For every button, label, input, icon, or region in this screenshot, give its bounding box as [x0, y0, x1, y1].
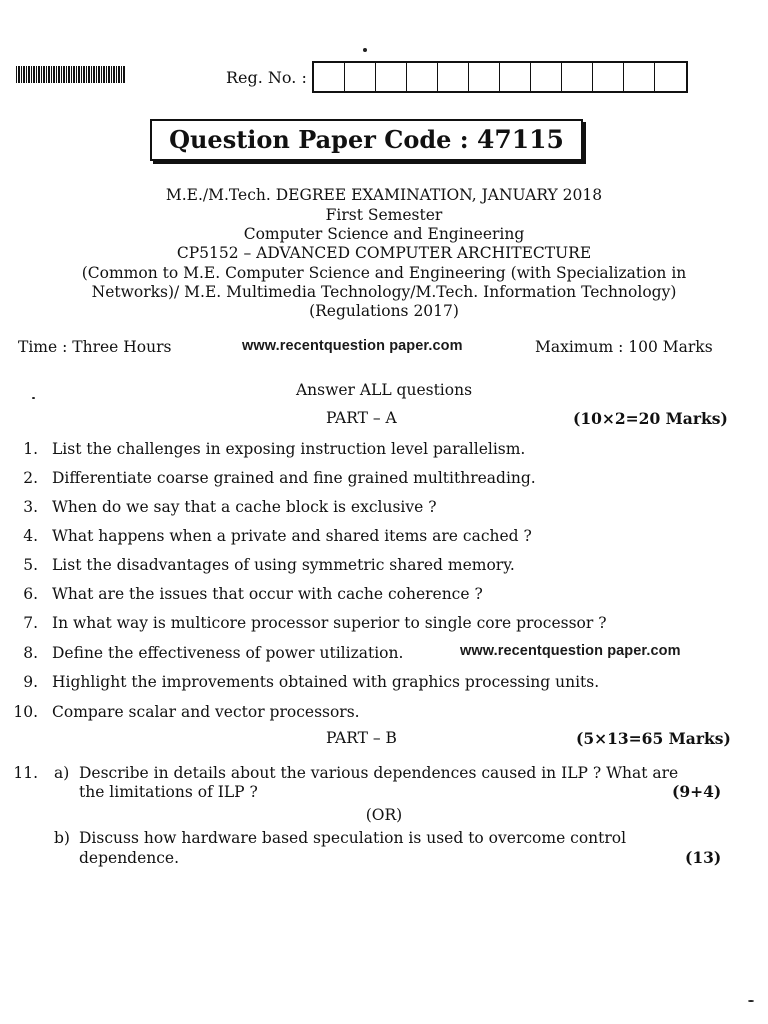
department: Computer Science and Engineering — [243, 225, 525, 243]
semester: First Semester — [325, 206, 443, 224]
reg-no-label: Reg. No. : — [226, 68, 307, 87]
question-number: 11. — [13, 764, 38, 782]
instruction: Answer ALL questions — [295, 381, 473, 399]
question-marks: (9+4) — [672, 782, 722, 801]
question-text: List the challenges in exposing instruction level parallelism. — [52, 440, 526, 458]
course-title: CP5152 – ADVANCED COMPUTER ARCHITECTURE — [176, 244, 592, 262]
question-paper-code-box — [150, 119, 583, 161]
reg-no-box — [624, 63, 655, 91]
speck-mark — [363, 48, 367, 52]
question-marks: (13) — [685, 848, 722, 867]
watermark-link: www.recentquestion paper.com — [242, 338, 463, 354]
part-a-marks: (10×2=20 Marks) — [573, 409, 728, 428]
reg-no-box — [500, 63, 531, 91]
reg-no-box — [593, 63, 624, 91]
question-text: List the disadvantages of using symmetric shared memory. — [52, 556, 515, 574]
question-number: 8. — [23, 644, 38, 662]
question-number: 5. — [23, 556, 38, 574]
question-number: 10. — [13, 703, 38, 721]
question-number: 9. — [23, 673, 38, 691]
question-number: 2. — [23, 469, 38, 487]
reg-no-box — [314, 63, 345, 91]
part-b-label: PART – B — [326, 729, 397, 747]
question-number: 4. — [23, 527, 38, 545]
question-number: 7. — [23, 614, 38, 632]
question-text: Differentiate coarse grained and fine grained multithreading. — [52, 469, 536, 487]
reg-no-boxes — [312, 61, 688, 93]
reg-no-box — [655, 63, 686, 91]
reg-no-box — [531, 63, 562, 91]
question-number: 3. — [23, 498, 38, 516]
max-marks: Maximum : 100 Marks — [535, 338, 713, 356]
part-a-label: PART – A — [326, 409, 397, 427]
reg-no-box — [376, 63, 407, 91]
part-b-marks: (5×13=65 Marks) — [576, 729, 731, 748]
reg-no-box — [562, 63, 593, 91]
time-duration: Time : Three Hours — [18, 338, 172, 356]
common-to-line1: (Common to M.E. Computer Science and Engineering (with Specialization in — [81, 264, 687, 282]
watermark-link: www.recentquestion paper.com — [460, 643, 681, 659]
speck-mark — [748, 1000, 754, 1002]
question-text: Describe in details about the various dependences caused in ILP ? What are — [79, 764, 679, 782]
question-text: When do we say that a cache block is exclusive ? — [52, 498, 437, 516]
question-text: What happens when a private and shared items are cached ? — [52, 527, 532, 545]
exam-title: M.E./M.Tech. DEGREE EXAMINATION, JANUARY 2018 — [165, 186, 603, 204]
common-to-line2: Networks)/ M.E. Multimedia Technology/M.Tech. Information Technology) — [91, 283, 677, 301]
regulations: (Regulations 2017) — [309, 302, 459, 320]
reg-no-box — [407, 63, 438, 91]
question-number: 6. — [23, 585, 38, 603]
question-text: Highlight the improvements obtained with graphics processing units. — [52, 673, 600, 691]
sub-question-label: b) — [54, 829, 70, 847]
question-text: Compare scalar and vector processors. — [52, 703, 360, 721]
reg-no-box — [345, 63, 376, 91]
question-text: Discuss how hardware based speculation is used to overcome control — [79, 829, 627, 847]
paper-code-label: Question Paper Code : — [169, 125, 469, 154]
reg-no-box — [438, 63, 469, 91]
question-text: Define the effectiveness of power utilization. — [52, 644, 404, 662]
paper-code-value: 47115 — [476, 125, 564, 154]
question-number: 1. — [23, 440, 38, 458]
question-text: In what way is multicore processor superior to single core processor ? — [52, 614, 607, 632]
sub-question-label: a) — [54, 764, 70, 782]
barcode — [16, 66, 126, 83]
reg-no-box — [469, 63, 500, 91]
or-separator: (OR) — [365, 806, 403, 824]
question-text: dependence. — [79, 849, 180, 867]
question-text: What are the issues that occur with cache coherence ? — [52, 585, 483, 603]
question-text: the limitations of ILP ? — [79, 783, 258, 801]
speck-mark — [32, 397, 35, 399]
